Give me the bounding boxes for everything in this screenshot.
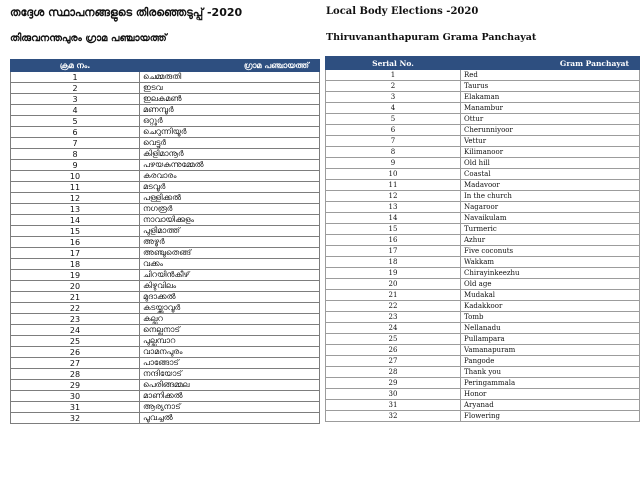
panchayat-name-cell: Kilimanoor: [461, 147, 640, 158]
table-row: [326, 147, 640, 158]
english-header-row: [326, 57, 640, 70]
serial-cell: 12: [11, 193, 140, 204]
serial-cell: 24: [326, 323, 461, 334]
serial-cell: 10: [326, 169, 461, 180]
serial-cell: 19: [326, 268, 461, 279]
panchayat-name-cell: Vettur: [461, 136, 640, 147]
table-row: [11, 314, 320, 325]
serial-cell: 18: [326, 257, 461, 268]
table-row: [11, 94, 320, 105]
table-row: [11, 204, 320, 215]
table-row: [326, 180, 640, 191]
table-row: [11, 292, 320, 303]
table-row: [326, 411, 640, 422]
panchayat-name-cell: മണമ്പൂർ: [140, 105, 320, 116]
serial-cell: 20: [326, 279, 461, 290]
table-row: [11, 325, 320, 336]
serial-cell: 23: [11, 314, 140, 325]
table-row: [11, 380, 320, 391]
panchayat-name-cell: അഴൂർ: [140, 237, 320, 248]
table-row: [11, 226, 320, 237]
serial-cell: 22: [11, 303, 140, 314]
panchayat-name-cell: Taurus: [461, 81, 640, 92]
serial-cell: 21: [11, 292, 140, 303]
serial-cell: 5: [326, 114, 461, 125]
serial-cell: 15: [11, 226, 140, 237]
table-row: [326, 191, 640, 202]
serial-cell: 25: [11, 336, 140, 347]
panchayat-name-cell: ചെറുന്നിയൂർ: [140, 127, 320, 138]
panchayat-name-cell: പാങ്ങോട്: [140, 358, 320, 369]
table-row: [11, 72, 320, 83]
panchayat-name-cell: നെല്ലനാട്: [140, 325, 320, 336]
panchayat-name-cell: Five coconuts: [461, 246, 640, 257]
table-row: [326, 279, 640, 290]
panchayat-name-cell: Nagaroor: [461, 202, 640, 213]
table-row: [326, 224, 640, 235]
panchayat-name-cell: ഇടവ: [140, 83, 320, 94]
panchayat-name-cell: Turmeric: [461, 224, 640, 235]
panchayat-name-cell: അഞ്ചുതെങ്ങ്: [140, 248, 320, 259]
table-row: [11, 303, 320, 314]
serial-cell: 30: [11, 391, 140, 402]
table-row: [326, 290, 640, 301]
table-row: [326, 389, 640, 400]
serial-cell: 26: [11, 347, 140, 358]
serial-cell: 16: [11, 237, 140, 248]
table-row: [326, 367, 640, 378]
table-row: [326, 81, 640, 92]
table-row: [326, 345, 640, 356]
panchayat-name-cell: Ottur: [461, 114, 640, 125]
table-row: [11, 215, 320, 226]
table-row: [326, 103, 640, 114]
table-row: [11, 248, 320, 259]
panchayat-name-cell: Chirayinkeezhu: [461, 268, 640, 279]
panchayat-name-cell: Azhur: [461, 235, 640, 246]
table-row: [11, 336, 320, 347]
table-row: [326, 169, 640, 180]
english-table-body: [326, 70, 640, 422]
panchayat-name-cell: Wakkam: [461, 257, 640, 268]
serial-cell: 5: [11, 116, 140, 127]
table-row: [11, 402, 320, 413]
serial-cell: 28: [11, 369, 140, 380]
panchayat-name-cell: Peringammala: [461, 378, 640, 389]
panchayat-name-cell: In the church: [461, 191, 640, 202]
serial-cell: 26: [326, 345, 461, 356]
serial-cell: 29: [11, 380, 140, 391]
table-row: [11, 116, 320, 127]
serial-cell: 17: [11, 248, 140, 259]
panchayat-name-cell: Thank you: [461, 367, 640, 378]
serial-cell: 11: [11, 182, 140, 193]
serial-cell: 31: [326, 400, 461, 411]
panchayat-name-cell: നാവായിക്കുളം: [140, 215, 320, 226]
serial-cell: 7: [326, 136, 461, 147]
serial-cell: 22: [326, 301, 461, 312]
serial-cell: 14: [326, 213, 461, 224]
panchayat-name-cell: പഴയകുന്നുമ്മേൽ: [140, 160, 320, 171]
serial-cell: 9: [11, 160, 140, 171]
table-row: [11, 171, 320, 182]
panchayat-name-cell: Old age: [461, 279, 640, 290]
serial-cell: 28: [326, 367, 461, 378]
table-row: [11, 182, 320, 193]
serial-cell: 16: [326, 235, 461, 246]
table-row: [326, 257, 640, 268]
panchayat-name-cell: Aryanad: [461, 400, 640, 411]
panchayat-name-cell: കടയ്ക്കാവൂർ: [140, 303, 320, 314]
serial-cell: 13: [326, 202, 461, 213]
malayalam-header-row: [11, 60, 320, 72]
panchayat-name-cell: Tomb: [461, 312, 640, 323]
table-row: [11, 347, 320, 358]
panchayat-name-cell: പള്ളിക്കൽ: [140, 193, 320, 204]
panchayat-name-cell: Nellanadu: [461, 323, 640, 334]
serial-cell: 7: [11, 138, 140, 149]
malayalam-serial-header: ക്രമ നം.: [11, 60, 140, 72]
panchayat-name-cell: കരവാരം: [140, 171, 320, 182]
panchayat-name-cell: പെരിങ്ങമ്മല: [140, 380, 320, 391]
table-row: [11, 358, 320, 369]
panchayat-name-cell: Navaikulam: [461, 213, 640, 224]
table-row: [11, 160, 320, 171]
panchayat-name-cell: വാമനപുരം: [140, 347, 320, 358]
panchayat-name-cell: പുല്ലമ്പാറ: [140, 336, 320, 347]
panchayat-name-cell: കല്ലറ: [140, 314, 320, 325]
table-row: [326, 213, 640, 224]
serial-cell: 32: [11, 413, 140, 424]
serial-cell: 2: [326, 81, 461, 92]
serial-cell: 29: [326, 378, 461, 389]
table-row: [11, 127, 320, 138]
english-name-header: Gram Panchayat: [461, 57, 640, 70]
panchayat-name-cell: Pullampara: [461, 334, 640, 345]
table-row: [11, 149, 320, 160]
table-row: [326, 246, 640, 257]
panchayat-name-cell: കിളിമാനൂർ: [140, 149, 320, 160]
serial-cell: 23: [326, 312, 461, 323]
table-row: [11, 193, 320, 204]
serial-cell: 12: [326, 191, 461, 202]
serial-cell: 27: [11, 358, 140, 369]
malayalam-name-header: ഗ്രാമ പഞ്ചായത്ത്: [140, 60, 320, 72]
panchayat-name-cell: Kadakkoor: [461, 301, 640, 312]
panchayat-name-cell: Old hill: [461, 158, 640, 169]
malayalam-table-body: [11, 72, 320, 424]
panchayat-name-cell: മാണിക്കൽ: [140, 391, 320, 402]
panchayat-name-cell: ഒറ്റൂർ: [140, 116, 320, 127]
serial-cell: 1: [11, 72, 140, 83]
panchayat-name-cell: ചിറയിൻകീഴ്: [140, 270, 320, 281]
table-row: [326, 125, 640, 136]
serial-cell: 20: [11, 281, 140, 292]
panchayat-name-cell: Mudakal: [461, 290, 640, 301]
table-row: [326, 400, 640, 411]
serial-cell: 11: [326, 180, 461, 191]
table-row: [326, 323, 640, 334]
serial-cell: 3: [326, 92, 461, 103]
serial-cell: 14: [11, 215, 140, 226]
table-row: [11, 83, 320, 94]
english-subtitle: Thiruvananthapuram Grama Panchayat: [326, 32, 537, 43]
serial-cell: 3: [11, 94, 140, 105]
panchayat-name-cell: Madavoor: [461, 180, 640, 191]
serial-cell: 15: [326, 224, 461, 235]
panchayat-name-cell: പൂവച്ചൽ: [140, 413, 320, 424]
table-row: [326, 92, 640, 103]
panchayat-name-cell: മടവൂർ: [140, 182, 320, 193]
table-row: [326, 202, 640, 213]
panchayat-name-cell: Elakaman: [461, 92, 640, 103]
panchayat-name-cell: വെട്ടൂർ: [140, 138, 320, 149]
table-row: [326, 356, 640, 367]
panchayat-name-cell: ചെമ്മരുതി: [140, 72, 320, 83]
malayalam-table: [10, 59, 320, 424]
panchayat-name-cell: Manambur: [461, 103, 640, 114]
serial-cell: 6: [11, 127, 140, 138]
table-row: [11, 281, 320, 292]
serial-cell: 13: [11, 204, 140, 215]
panchayat-name-cell: Red: [461, 70, 640, 81]
serial-cell: 30: [326, 389, 461, 400]
serial-cell: 4: [326, 103, 461, 114]
serial-cell: 8: [11, 149, 140, 160]
table-row: [326, 235, 640, 246]
serial-cell: 6: [326, 125, 461, 136]
serial-cell: 25: [326, 334, 461, 345]
table-row: [326, 312, 640, 323]
serial-cell: 1: [326, 70, 461, 81]
serial-cell: 21: [326, 290, 461, 301]
table-row: [11, 105, 320, 116]
table-row: [11, 369, 320, 380]
panchayat-name-cell: Honor: [461, 389, 640, 400]
panchayat-name-cell: Flowering: [461, 411, 640, 422]
serial-cell: 17: [326, 246, 461, 257]
table-row: [11, 237, 320, 248]
panchayat-name-cell: Cherunniyoor: [461, 125, 640, 136]
serial-cell: 32: [326, 411, 461, 422]
table-row: [326, 114, 640, 125]
malayalam-subtitle: തിരുവനന്തപുരം ഗ്രാമ പഞ്ചായത്ത്: [10, 33, 167, 44]
table-row: [11, 270, 320, 281]
serial-cell: 31: [11, 402, 140, 413]
panchayat-name-cell: ആര്യനാട്: [140, 402, 320, 413]
panchayat-name-cell: Pangode: [461, 356, 640, 367]
table-row: [11, 138, 320, 149]
serial-cell: 4: [11, 105, 140, 116]
english-title: Local Body Elections -2020: [326, 6, 479, 17]
table-row: [11, 413, 320, 424]
serial-cell: 27: [326, 356, 461, 367]
serial-cell: 2: [11, 83, 140, 94]
serial-cell: 8: [326, 147, 461, 158]
panchayat-name-cell: മുദാക്കൽ: [140, 292, 320, 303]
table-row: [326, 158, 640, 169]
panchayat-name-cell: ഇലകമൺ: [140, 94, 320, 105]
panchayat-name-cell: Coastal: [461, 169, 640, 180]
table-row: [326, 334, 640, 345]
table-row: [326, 70, 640, 81]
table-row: [326, 268, 640, 279]
panchayat-name-cell: Vamanapuram: [461, 345, 640, 356]
serial-cell: 9: [326, 158, 461, 169]
table-row: [326, 378, 640, 389]
serial-cell: 18: [11, 259, 140, 270]
panchayat-name-cell: വക്കം: [140, 259, 320, 270]
table-row: [11, 391, 320, 402]
panchayat-name-cell: കിഴുവിലം: [140, 281, 320, 292]
serial-cell: 24: [11, 325, 140, 336]
table-row: [326, 301, 640, 312]
serial-cell: 19: [11, 270, 140, 281]
english-serial-header: Serial No.: [326, 57, 461, 70]
english-table: [325, 56, 640, 422]
serial-cell: 10: [11, 171, 140, 182]
panchayat-name-cell: നന്ദിയോട്: [140, 369, 320, 380]
malayalam-title: തദ്ദേശ സ്ഥാപനങ്ങളുടെ തിരഞ്ഞെടുപ്പ് -2020: [10, 6, 243, 19]
panchayat-name-cell: നഗരൂർ: [140, 204, 320, 215]
table-row: [326, 136, 640, 147]
panchayat-name-cell: പുളിമാത്ത്: [140, 226, 320, 237]
table-row: [11, 259, 320, 270]
